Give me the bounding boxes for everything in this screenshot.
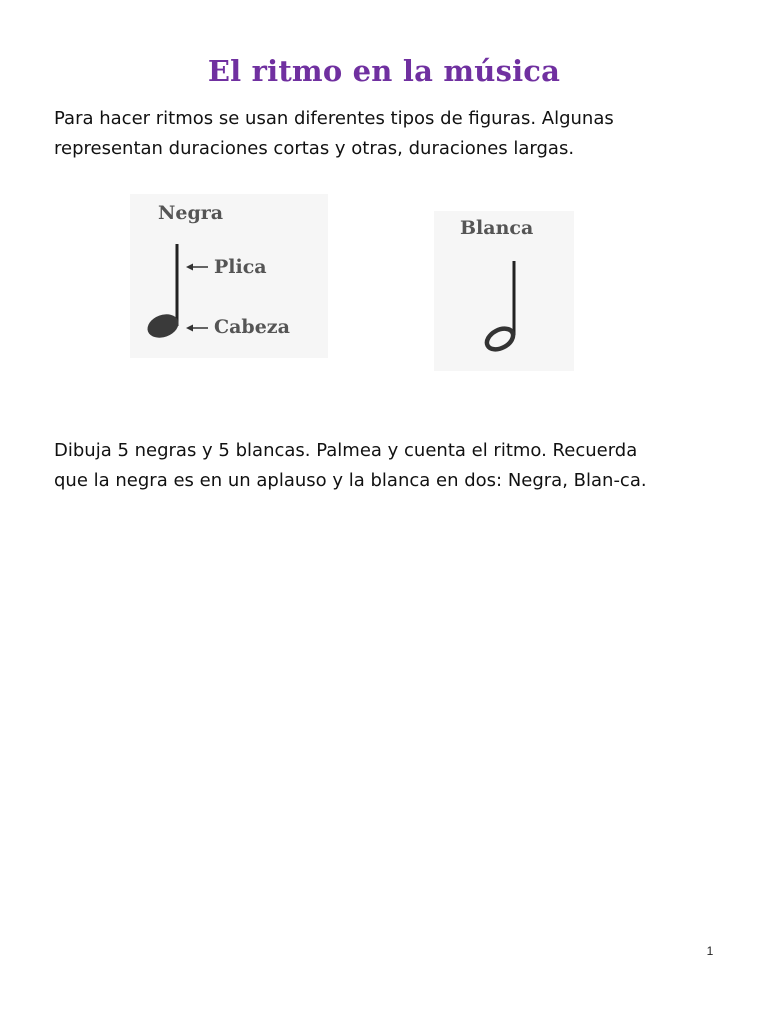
page-number: 1 <box>706 944 714 958</box>
hollow-note-head-icon <box>483 324 516 353</box>
stem-label: Plica <box>214 256 267 278</box>
instructions-line-2: que la negra es en un aplauso y la blanca en dos: Negra, Blan-ca. <box>54 470 647 491</box>
intro-paragraph <box>54 104 694 164</box>
quarter-note-title: Negra <box>158 202 224 224</box>
half-note-figure <box>434 211 574 371</box>
intro-line-2: representan duraciones cortas y otras, duraciones largas. <box>54 138 575 159</box>
quarter-note-figure <box>130 194 328 358</box>
half-note-title: Blanca <box>460 217 534 239</box>
head-label: Cabeza <box>214 316 290 338</box>
instructions-line-1: Dibuja 5 negras y 5 blancas. Palmea y cuenta el ritmo. Recuerda <box>54 440 638 461</box>
instructions-paragraph <box>54 436 694 496</box>
page-title: El ritmo en la música <box>207 54 561 88</box>
stem-pointer-arrow-icon <box>186 264 208 271</box>
intro-line-1: Para hacer ritmos se usan diferentes tipos de figuras. Algunas <box>54 108 614 129</box>
head-pointer-arrow-icon <box>186 325 208 332</box>
